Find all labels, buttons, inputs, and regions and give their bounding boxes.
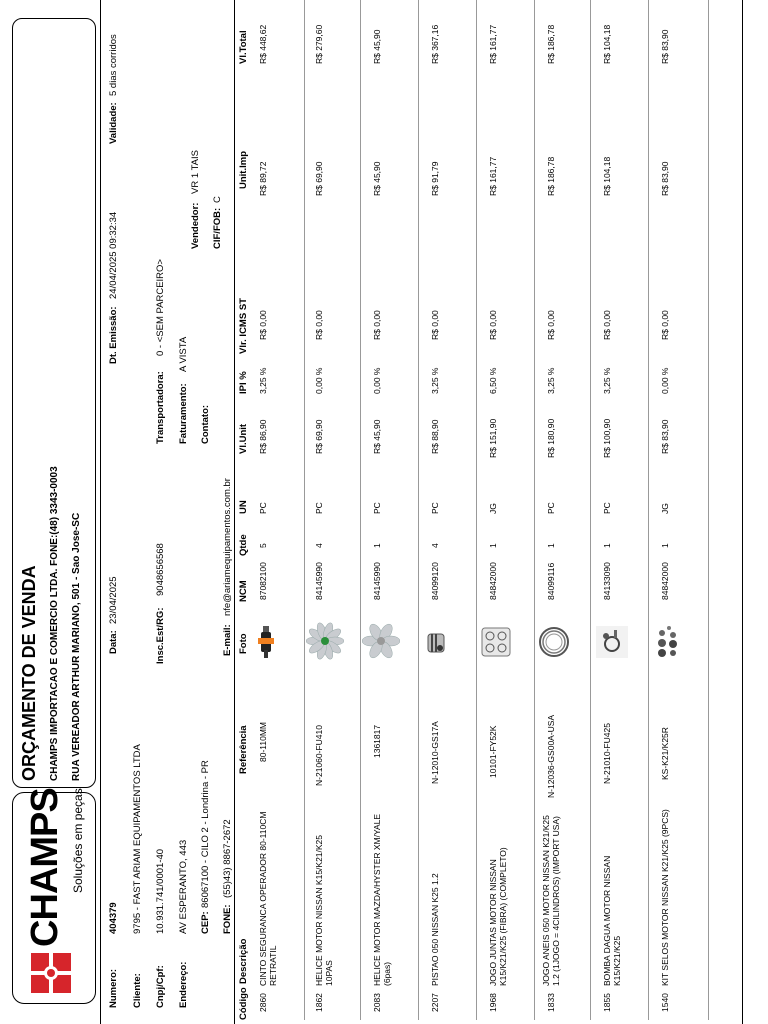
cell-qtde: 5 xyxy=(258,543,268,548)
cell-ncm: 84099116 xyxy=(546,562,556,600)
cell-un: JG xyxy=(488,503,498,514)
cell-un: PC xyxy=(258,502,268,514)
cell-vltotal: R$ 161,77 xyxy=(488,24,498,64)
contato-label: Contato: xyxy=(200,404,211,444)
cell-ipi: 0,00 % xyxy=(660,367,670,394)
cell-ncm: 84133090 xyxy=(602,562,612,600)
transportadora-value: 0 - <SEM PARCEIRO> xyxy=(155,259,166,356)
vendedor-value: VR 1 TAIS xyxy=(190,150,201,194)
cell-referencia: 1361817 xyxy=(372,724,382,758)
cep-value: 86067100 - CILO 2 - Londrina - PR xyxy=(200,760,211,908)
email-value: nfe@ariamequipamentos.com.br xyxy=(222,478,233,616)
logo-box xyxy=(12,788,96,1004)
cell-referencia: 10101-FY52K xyxy=(488,725,498,778)
cell-ncm: 84145990 xyxy=(314,562,324,600)
row-divider xyxy=(360,0,361,1020)
cell-qtde: 1 xyxy=(488,543,498,548)
cell-vlunit: R$ 88,90 xyxy=(430,419,440,454)
cif-label: CIF/FOB: xyxy=(212,207,223,249)
title-box xyxy=(12,18,96,788)
col-icms-header: Vlr. ICMS ST xyxy=(238,298,249,354)
data-value: 23/04/2025 xyxy=(108,576,119,624)
fone-value: (55)43) 8867-2672 xyxy=(222,819,233,898)
cell-vltotal: R$ 186,78 xyxy=(546,24,556,64)
top-divider xyxy=(100,0,101,1024)
cell-unitimp: R$ 89,72 xyxy=(258,161,268,196)
row-divider xyxy=(648,0,649,1020)
cell-codigo: 1862 xyxy=(314,993,324,1012)
cell-qtde: 4 xyxy=(314,543,324,548)
gasket-photo xyxy=(478,624,519,660)
fone-label: FONE: xyxy=(222,904,233,934)
cell-unitimp: R$ 83,90 xyxy=(660,161,670,196)
cell-icms: R$ 0,00 xyxy=(258,310,268,340)
col-vltotal-header: Vl.Total xyxy=(238,30,249,64)
cell-ipi: 3,25 % xyxy=(546,367,556,394)
cell-ipi: 0,00 % xyxy=(372,367,382,394)
cell-descricao: CINTO SEGURANCA OPERADOR 80-110CM RETRATIL xyxy=(258,811,278,986)
cell-referencia: N-12036-GS00A-USA xyxy=(546,714,556,798)
cell-vlunit: R$ 45,90 xyxy=(372,419,382,454)
cell-unitimp: R$ 161,77 xyxy=(488,156,498,196)
document-title: ORÇAMENTO DE VENDA xyxy=(19,565,39,781)
cell-ncm: 84842000 xyxy=(660,562,670,600)
row-divider xyxy=(418,0,419,1020)
cell-ncm: 84099120 xyxy=(430,562,440,600)
cep-label: CEP: xyxy=(200,911,211,934)
col-vlunit-header: Vl.Unit xyxy=(238,423,249,454)
champs-logo-icon xyxy=(29,951,73,995)
validade-label: Validade: xyxy=(108,102,119,144)
row-divider xyxy=(534,0,535,1020)
cell-ipi: 3,25 % xyxy=(602,367,612,394)
cell-codigo: 1855 xyxy=(602,993,612,1012)
endereco-label: Endereço: xyxy=(178,961,189,1008)
cell-ipi: 3,25 % xyxy=(430,367,440,394)
cell-descricao: BOMBA DAGUA MOTOR NISSAN K15/K21/K25 xyxy=(602,855,622,986)
cell-descricao: KIT SELOS MOTOR NISSAN K21/K25 (9PCS) xyxy=(660,809,670,986)
cell-icms: R$ 0,00 xyxy=(546,310,556,340)
cell-icms: R$ 0,00 xyxy=(660,310,670,340)
cell-qtde: 1 xyxy=(372,543,382,548)
bottom-rule xyxy=(742,0,743,1024)
cell-un: PC xyxy=(430,502,440,514)
cliente-value: 9795 - FAST ARIAM EQUIPAMENTOS LTDA xyxy=(132,744,143,934)
cell-ipi: 6,50 % xyxy=(488,367,498,394)
emissao-label: Dt. Emissão: xyxy=(108,306,119,364)
cell-referencia: N-21010-FU425 xyxy=(602,723,612,784)
brand-tagline: Soluções em peças xyxy=(71,788,85,893)
seals-photo xyxy=(654,624,687,660)
data-label: Data: xyxy=(108,630,119,654)
row-divider xyxy=(304,0,305,1020)
cell-codigo: 2860 xyxy=(258,993,268,1012)
cell-vlunit: R$ 83,90 xyxy=(660,419,670,454)
col-referencia-header: Referência xyxy=(238,725,249,774)
cell-vlunit: R$ 69,90 xyxy=(314,419,324,454)
piston-photo xyxy=(424,628,453,658)
belt-photo xyxy=(252,624,285,660)
col-qtde-header: Qtde xyxy=(238,534,249,556)
cell-vlunit: R$ 86,90 xyxy=(258,419,268,454)
col-ipi-header: IPI % xyxy=(238,371,249,394)
cell-icms: R$ 0,00 xyxy=(314,310,324,340)
cnpj-value: 10.931.741/0001-40 xyxy=(155,848,166,934)
cell-codigo: 2083 xyxy=(372,993,382,1012)
pump-photo xyxy=(594,624,635,660)
cell-vltotal: R$ 83,90 xyxy=(660,29,670,64)
cell-ncm: 87082100 xyxy=(258,562,268,600)
numero-value: 404379 xyxy=(108,902,119,934)
cell-ncm: 84842000 xyxy=(488,562,498,600)
company-line: CHAMPS IMPORTACAO E COMERCIO LTDA. FONE:(48) 3343-0003 xyxy=(49,466,60,781)
cell-ipi: 3,25 % xyxy=(258,367,268,394)
cell-referencia: KS-K21/K25R xyxy=(660,727,670,780)
cell-descricao: HELICE MOTOR MAZDA/HYSTER XM/YALE (6pas) xyxy=(372,813,392,986)
cell-descricao: HELICE MOTOR NISSAN K15/K21/K25 10PAS xyxy=(314,834,334,986)
cell-codigo: 2207 xyxy=(430,993,440,1012)
address-line: RUA VEREADOR ARTHUR MARIANO, 501 - Sao Jose-SC xyxy=(71,512,82,781)
cell-icms: R$ 0,00 xyxy=(430,310,440,340)
cell-codigo: 1833 xyxy=(546,993,556,1012)
cell-icms: R$ 0,00 xyxy=(372,310,382,340)
cell-vltotal: R$ 45,90 xyxy=(372,29,382,64)
endereco-value: AV ESPERANTO, 443 xyxy=(178,839,189,934)
cell-un: PC xyxy=(546,502,556,514)
cell-ipi: 0,00 % xyxy=(314,367,324,394)
cell-descricao: PISTAO 050 NISSAN K25 1.2 xyxy=(430,873,440,986)
vendedor-label: Vendedor: xyxy=(190,202,201,249)
cell-vlunit: R$ 180,90 xyxy=(546,418,556,458)
row-divider xyxy=(476,0,477,1020)
cell-unitimp: R$ 45,90 xyxy=(372,161,382,196)
table-top-rule xyxy=(234,0,235,1024)
brand-name: CHAMPS xyxy=(24,788,66,947)
cell-codigo: 1540 xyxy=(660,993,670,1012)
cell-unitimp: R$ 186,78 xyxy=(546,156,556,196)
cell-unitimp: R$ 69,90 xyxy=(314,161,324,196)
faturamento-label: Faturamento: xyxy=(178,383,189,444)
cell-unitimp: R$ 91,79 xyxy=(430,161,440,196)
cell-referencia: N-12010-GS17A xyxy=(430,721,440,784)
insc-value: 9048656568 xyxy=(155,543,166,596)
cell-codigo: 1968 xyxy=(488,993,498,1012)
row-divider xyxy=(708,0,709,1020)
cell-vlunit: R$ 100,90 xyxy=(602,418,612,458)
validade-value: 5 dias corridos xyxy=(108,34,119,96)
email-label: E-mail: xyxy=(222,624,233,656)
cell-vltotal: R$ 104,18 xyxy=(602,24,612,64)
emissao-value: 24/04/2025 09:32:34 xyxy=(108,211,119,299)
col-unitimp-header: Unit.Imp xyxy=(238,151,249,189)
cell-ncm: 84145990 xyxy=(372,562,382,600)
rings-photo xyxy=(536,624,577,660)
cell-qtde: 4 xyxy=(430,543,440,548)
col-ncm-header: NCM xyxy=(238,580,249,602)
col-descricao-header: Descrição xyxy=(238,938,249,984)
col-foto-header: Foto xyxy=(238,633,249,654)
transportadora-label: Transportadora: xyxy=(155,371,166,444)
cell-vlunit: R$ 151,90 xyxy=(488,418,498,458)
cell-qtde: 1 xyxy=(546,543,556,548)
col-codigo-header: Código xyxy=(238,987,249,1020)
cell-descricao: JOGO ANEIS 050 MOTOR NISSAN K21/K25 1.2 (1JOGO = 4CILINDROS) (IMPORT USA) xyxy=(541,815,561,986)
col-un-header: UN xyxy=(238,500,249,514)
cell-vltotal: R$ 367,16 xyxy=(430,24,440,64)
faturamento-value: A VISTA xyxy=(178,336,189,372)
cell-descricao: JOGO JUNTAS MOTOR NISSAN K15/K21/K25 (FIBRA) (COMPLETO) xyxy=(488,847,508,986)
cell-icms: R$ 0,00 xyxy=(488,310,498,340)
cif-value: C xyxy=(212,196,223,203)
cell-qtde: 1 xyxy=(660,543,670,548)
insc-label: Insc.Est/RG: xyxy=(155,607,166,664)
cell-vltotal: R$ 279,60 xyxy=(314,24,324,64)
cell-un: JG xyxy=(660,503,670,514)
cell-qtde: 1 xyxy=(602,543,612,548)
cell-referencia: N-21060-FU410 xyxy=(314,725,324,786)
fan-photo xyxy=(306,622,349,660)
cell-icms: R$ 0,00 xyxy=(602,310,612,340)
cell-referencia: 80-110MM xyxy=(258,722,268,762)
cell-un: PC xyxy=(602,502,612,514)
cell-vltotal: R$ 448,62 xyxy=(258,24,268,64)
cliente-label: Cliente: xyxy=(132,973,143,1008)
numero-label: Numero: xyxy=(108,968,119,1008)
fan-photo xyxy=(362,622,405,660)
cell-un: PC xyxy=(314,502,324,514)
cnpj-label: Cnpj/Cpf: xyxy=(155,965,166,1008)
row-divider xyxy=(590,0,591,1020)
cell-unitimp: R$ 104,18 xyxy=(602,156,612,196)
cell-un: PC xyxy=(372,502,382,514)
